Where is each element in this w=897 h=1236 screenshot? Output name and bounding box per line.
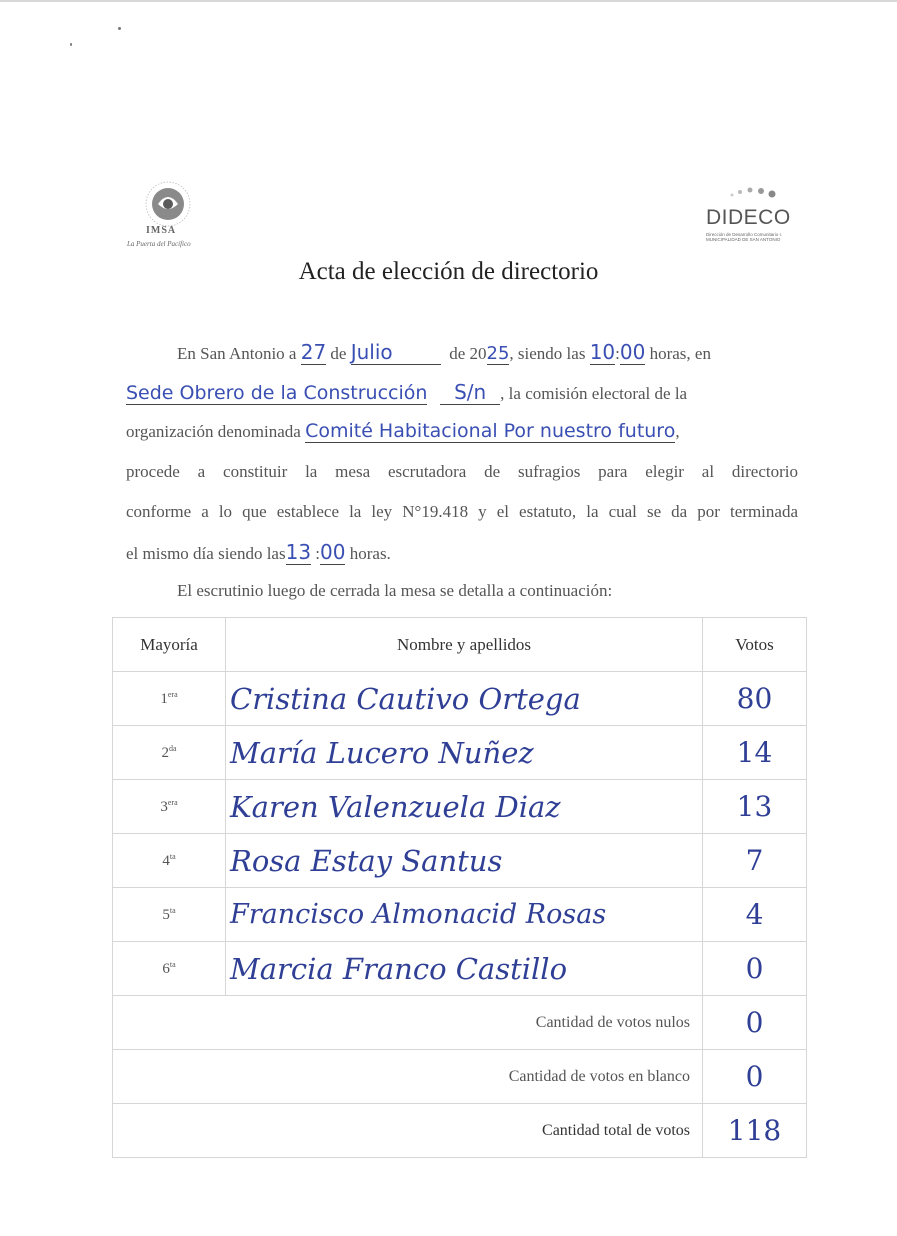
votes-cell: 80 (703, 672, 807, 726)
handwritten-month: Julio (351, 340, 441, 365)
summary-value: 0 (703, 1050, 807, 1104)
votes-cell: 13 (703, 780, 807, 834)
paragraph-line-3: organización denominada Comité Habitacional Por nuestro futuro, (126, 420, 680, 442)
handwritten-day: 27 (300, 340, 327, 364)
imsa-logo-text: IMSA (146, 225, 177, 236)
paragraph-line-4: procede a constituir la mesa escrutadora de sufragios para elegir al directorio (126, 462, 798, 481)
handwritten-number: S/n (440, 380, 500, 405)
rank-cell: $3^{era}$ (113, 780, 226, 834)
name-cell: María Lucero Nuñez (226, 726, 703, 780)
dideco-logo-text: DIDECO (706, 206, 791, 229)
scan-speck (118, 27, 121, 30)
name-cell: Marcia Franco Castillo (226, 942, 703, 996)
votes-cell: 14 (703, 726, 807, 780)
paragraph-line-2: Sede Obrero de la Construcción S/n , la comisión electoral de la (126, 380, 688, 404)
header-mayoria: Mayoría (113, 618, 226, 672)
summary-value: 0 (703, 996, 807, 1050)
table-header-row (113, 618, 807, 672)
votes-cell: 4 (703, 888, 807, 942)
escrutinio-text: El escrutinio luego de cerrada la mesa se detalla a continuación: (177, 581, 613, 600)
table-row (113, 780, 807, 834)
table-row (113, 942, 807, 996)
handwritten-location: Sede Obrero de la Construcción (126, 382, 428, 404)
name-cell: Cristina Cautivo Ortega (226, 672, 703, 726)
summary-label: Cantidad total de votos (113, 1104, 703, 1158)
handwritten-start-hour: 10 (589, 340, 616, 364)
paragraph-line-1: En San Antonio a 27 de Julio de 2025, siendo las 10:00 horas, en (177, 340, 711, 364)
header-votos: Votos (703, 618, 807, 672)
votes-cell: 7 (703, 834, 807, 888)
imsa-logo-subtitle: La Puerta del Pacífico (127, 240, 191, 248)
table-row (113, 834, 807, 888)
handwritten-start-minute: 00 (619, 340, 646, 364)
summary-value: 118 (703, 1104, 807, 1158)
handwritten-year: 25 (486, 343, 510, 364)
dideco-logo-subtitle: Dirección de Desarrollo Comunitario I. MUNICIPALIDAD DE SAN ANTONIO (706, 232, 783, 242)
name-cell: Karen Valenzuela Diaz (226, 780, 703, 834)
table-row (113, 726, 807, 780)
handwritten-organization: Comité Habitacional Por nuestro futuro (305, 420, 676, 442)
summary-label: Cantidad de votos nulos (113, 996, 703, 1050)
results-table (112, 617, 807, 1158)
paragraph-line-6: el mismo día siendo las13 :00 horas. (126, 540, 391, 564)
rank-cell: $1^{era}$ (113, 672, 226, 726)
document-title: Acta de elección de directorio (298, 258, 599, 285)
rank-cell: $6^{ta}$ (113, 942, 226, 996)
summary-row-nulos (113, 996, 807, 1050)
table-row (113, 672, 807, 726)
rank-cell: $2^{da}$ (113, 726, 226, 780)
header-nombre: Nombre y apellidos (226, 618, 703, 672)
paragraph-line-5: conforme a lo que establece la ley N°19.418 y el estatuto, la cual se da por terminada (126, 502, 798, 521)
name-cell: Francisco Almonacid Rosas (226, 888, 703, 942)
table-row (113, 888, 807, 942)
rank-cell: $5^{ta}$ (113, 888, 226, 942)
name-cell: Rosa Estay Santus (226, 834, 703, 888)
votes-cell: 0 (703, 942, 807, 996)
scan-speck (70, 43, 72, 46)
handwritten-end-hour: 13 (285, 540, 312, 564)
rank-cell: $4^{ta}$ (113, 834, 226, 888)
summary-label: Cantidad de votos en blanco (113, 1050, 703, 1104)
summary-row-blanco (113, 1050, 807, 1104)
handwritten-end-minute: 00 (320, 540, 346, 564)
summary-row-total (113, 1104, 807, 1158)
page-edge (0, 0, 897, 2)
